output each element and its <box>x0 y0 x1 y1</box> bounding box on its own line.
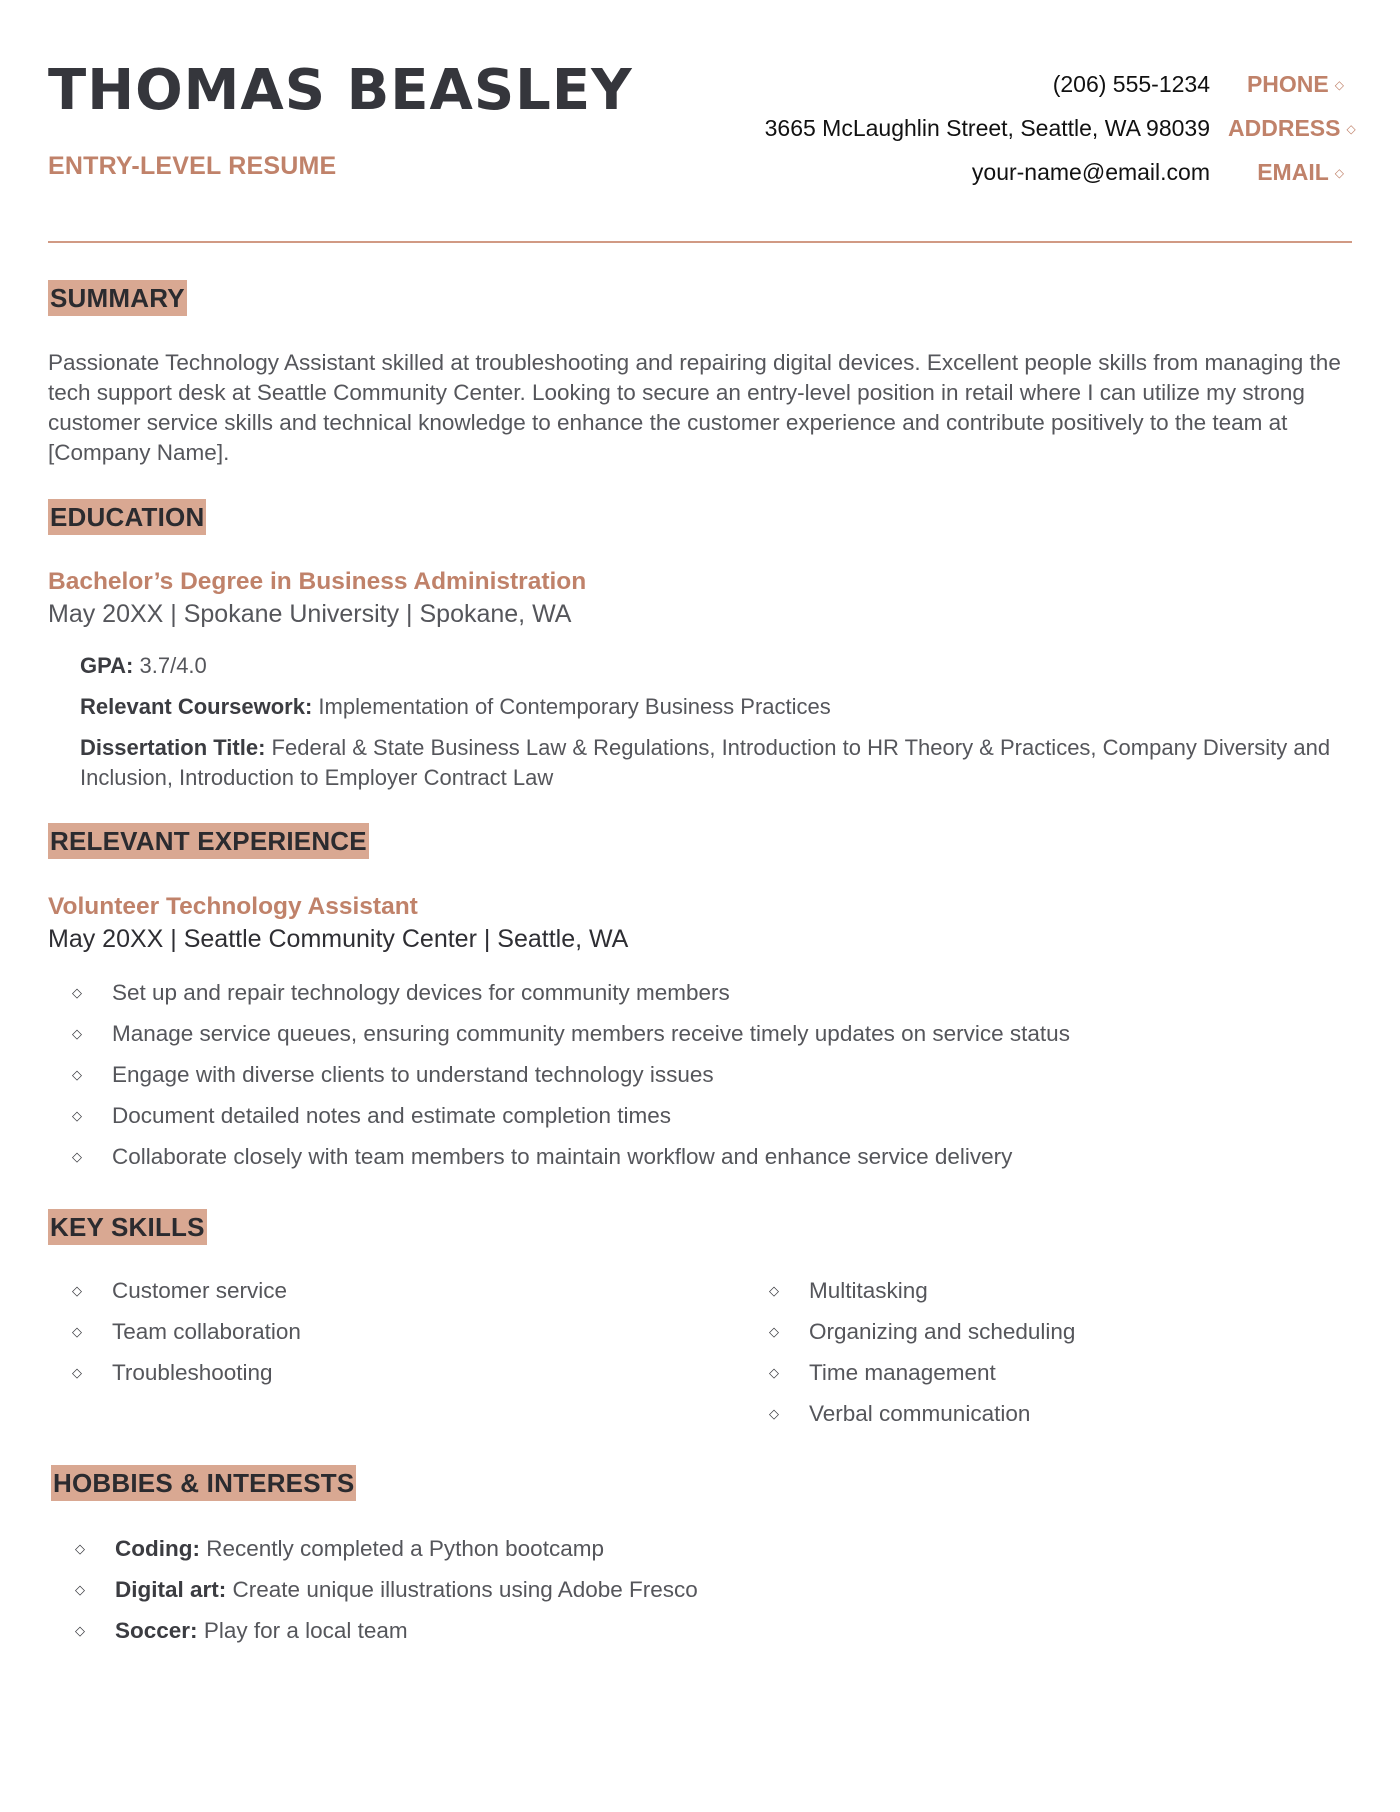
coursework-detail <box>80 692 1370 722</box>
diamond-bullet-icon: ◇ <box>72 1149 82 1164</box>
email-label-text: EMAIL <box>1257 158 1329 185</box>
address-label-text: ADDRESS <box>1228 114 1341 141</box>
bullet-text: Collaborate closely with team members to maintain workflow and enhance service delivery <box>112 1144 1013 1169</box>
diamond-bullet-icon: ◇ <box>769 1406 779 1421</box>
experience-role: Volunteer Technology Assistant <box>48 893 418 920</box>
diamond-bullet-icon: ◇ <box>769 1324 779 1339</box>
education-meta: May 20XX | Spokane University | Spokane, WA <box>48 600 572 628</box>
skill-text: Multitasking <box>809 1278 928 1303</box>
dissertation-label: Dissertation Title: <box>80 735 266 760</box>
resume-subtitle: ENTRY-LEVEL RESUME <box>48 152 337 180</box>
hobby-text <box>115 1528 604 1569</box>
contact-row-email <box>765 150 1344 194</box>
diamond-bullet-icon: ◇ <box>72 1365 82 1380</box>
phone-value[interactable]: (206) 555-1234 <box>1052 70 1210 97</box>
diamond-icon: ◇ <box>1334 166 1344 181</box>
diamond-bullet-icon: ◇ <box>72 1026 82 1041</box>
diamond-bullet-icon: ◇ <box>75 1623 85 1638</box>
diamond-icon: ◇ <box>1334 78 1344 93</box>
address-label <box>1228 114 1356 142</box>
contact-row-phone <box>765 62 1344 106</box>
contact-block <box>764 62 1356 194</box>
skills-heading: KEY SKILLS <box>48 1209 207 1245</box>
hobby-text <box>115 1569 698 1610</box>
email-label <box>1228 159 1344 186</box>
bullet-text: Document detailed notes and estimate completion times <box>112 1103 672 1128</box>
skill-text: Time management <box>809 1360 996 1385</box>
coursework-value: Implementation of Contemporary Business Practices <box>318 694 831 719</box>
hobby-value: Create unique illustrations using Adobe Fresco <box>232 1577 698 1602</box>
diamond-icon: ◇ <box>1346 122 1356 137</box>
bullet-text: Set up and repair technology devices for community members <box>112 980 730 1005</box>
phone-label-text: PHONE <box>1246 70 1329 97</box>
phone-label <box>1228 71 1344 98</box>
candidate-name: THOMAS BEASLEY <box>48 58 633 123</box>
diamond-bullet-icon: ◇ <box>72 1067 82 1082</box>
diamond-bullet-icon: ◇ <box>75 1541 85 1556</box>
diamond-bullet-icon: ◇ <box>72 1283 82 1298</box>
header-divider <box>48 241 1352 243</box>
dissertation-detail <box>80 733 1370 793</box>
hobby-label: Digital art: <box>115 1577 227 1602</box>
skill-text: Verbal communication <box>809 1401 1031 1426</box>
hobby-value: Play for a local team <box>203 1618 408 1643</box>
experience-heading: RELEVANT EXPERIENCE <box>48 823 369 859</box>
gpa-detail <box>80 651 1370 681</box>
degree-title: Bachelor’s Degree in Business Administration <box>48 568 587 595</box>
experience-meta: May 20XX | Seattle Community Center | Seattle, WA <box>48 925 629 953</box>
diamond-bullet-icon: ◇ <box>72 985 82 1000</box>
gpa-label: GPA: <box>80 653 134 678</box>
summary-text: Passionate Technology Assistant skilled at troubleshooting and repairing digital devices. Excellent people skills from managing the tech support desk at Seattle Community Center. Looking to secure an entry-level position in retail where I can utilize my strong customer service skills and technical knowledge to enhance the customer experience and contribute positively to the team at [Company Name]. <box>48 350 1341 465</box>
education-heading: EDUCATION <box>48 499 206 535</box>
summary-heading: SUMMARY <box>48 280 187 316</box>
diamond-bullet-icon: ◇ <box>769 1365 779 1380</box>
diamond-bullet-icon: ◇ <box>769 1283 779 1298</box>
bullet-text: Manage service queues, ensuring community members receive timely updates on service status <box>112 1021 1070 1046</box>
hobby-text <box>115 1610 408 1651</box>
skill-text: Troubleshooting <box>112 1360 273 1385</box>
diamond-bullet-icon: ◇ <box>75 1582 85 1597</box>
address-value: 3665 McLaughlin Street, Seattle, WA 98039 <box>764 114 1210 141</box>
contact-row-address <box>764 106 1356 150</box>
diamond-bullet-icon: ◇ <box>72 1108 82 1123</box>
skill-text: Organizing and scheduling <box>809 1319 1076 1344</box>
hobby-label: Soccer: <box>115 1618 198 1643</box>
dissertation-value: Federal & State Business Law & Regulations, Introduction to HR Theory & Practices, Company Diversity and Inclusion, Introduction to Employer Contract Law <box>80 735 1331 790</box>
hobbies-heading: HOBBIES & INTERESTS <box>51 1465 356 1501</box>
bullet-text: Engage with diverse clients to understand technology issues <box>112 1062 714 1087</box>
diamond-bullet-icon: ◇ <box>72 1324 82 1339</box>
hobby-value: Recently completed a Python bootcamp <box>206 1536 604 1561</box>
email-value[interactable]: your-name@email.com <box>971 158 1210 185</box>
skill-text: Team collaboration <box>112 1319 301 1344</box>
hobby-label: Coding: <box>115 1536 200 1561</box>
gpa-value: 3.7/4.0 <box>139 653 207 678</box>
coursework-label: Relevant Coursework: <box>80 694 313 719</box>
skill-text: Customer service <box>112 1278 288 1303</box>
